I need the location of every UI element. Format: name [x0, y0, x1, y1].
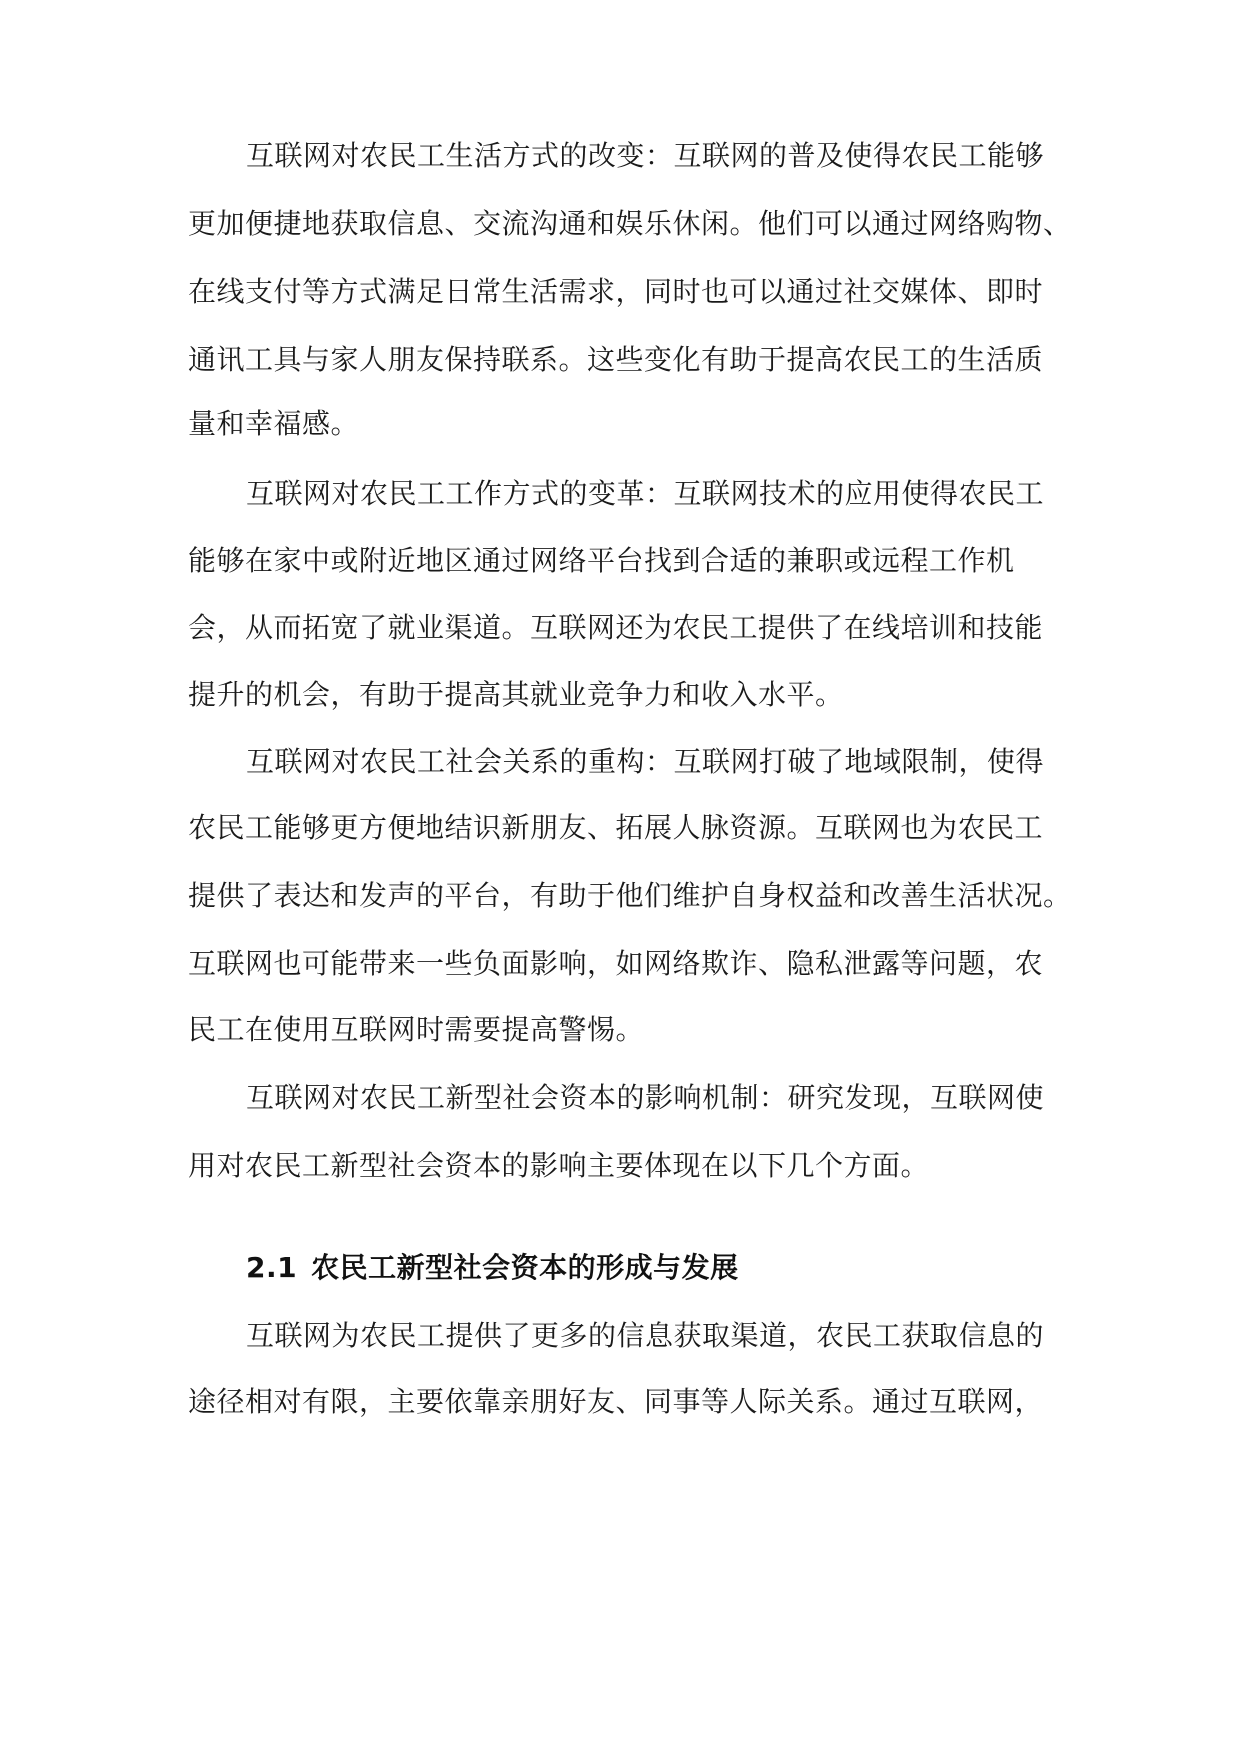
section-heading	[246, 1248, 739, 1288]
paragraph-2-line-3: 会，从而拓宽了就业渠道。互联网还为农民工提供了在线培训和技能	[188, 611, 1044, 644]
paragraph-2-line-4: 提升的机会，有助于提高其就业竞争力和收入水平。	[188, 678, 844, 711]
paragraph-5-line-2: 途径相对有限，主要依靠亲朋好友、同事等人际关系。通过互联网，	[188, 1385, 1044, 1418]
paragraph-3-line-5: 民工在使用互联网时需要提高警惕。	[188, 1013, 645, 1046]
paragraph-1-line-5: 量和幸福感。	[188, 407, 360, 440]
paragraph-3-line-2: 农民工能够更方便地结识新朋友、拓展人脉资源。互联网也为农民工	[188, 811, 1044, 844]
section-number: 2.1	[246, 1251, 298, 1284]
paragraph-3-line-1: 互联网对农民工社会关系的重构：互联网打破了地域限制，使得	[246, 745, 1045, 778]
paragraph-3-line-3: 提供了表达和发声的平台，有助于他们维护自身权益和改善生活状况。	[188, 879, 1072, 912]
section-title: 农民工新型社会资本的形成与发展	[311, 1251, 739, 1284]
paragraph-4-line-2: 用对农民工新型社会资本的影响主要体现在以下几个方面。	[188, 1149, 930, 1182]
paragraph-2-line-2: 能够在家中或附近地区通过网络平台找到合适的兼职或远程工作机	[188, 544, 1015, 577]
paragraph-1-line-3: 在线支付等方式满足日常生活需求，同时也可以通过社交媒体、即时	[188, 275, 1044, 308]
paragraph-2-line-1: 互联网对农民工工作方式的变革：互联网技术的应用使得农民工	[246, 477, 1045, 510]
paragraph-4-line-1: 互联网对农民工新型社会资本的影响机制：研究发现，互联网使	[246, 1081, 1045, 1114]
paragraph-3-line-4: 互联网也可能带来一些负面影响，如网络欺诈、隐私泄露等问题，农	[188, 947, 1044, 980]
paragraph-5-line-1: 互联网为农民工提供了更多的信息获取渠道，农民工获取信息的	[246, 1319, 1045, 1352]
paragraph-1-line-1: 互联网对农民工生活方式的改变：互联网的普及使得农民工能够	[246, 139, 1045, 172]
paragraph-1-line-2: 更加便捷地获取信息、交流沟通和娱乐休闲。他们可以通过网络购物、	[188, 207, 1072, 240]
paragraph-1-line-4: 通讯工具与家人朋友保持联系。这些变化有助于提高农民工的生活质	[188, 343, 1044, 376]
